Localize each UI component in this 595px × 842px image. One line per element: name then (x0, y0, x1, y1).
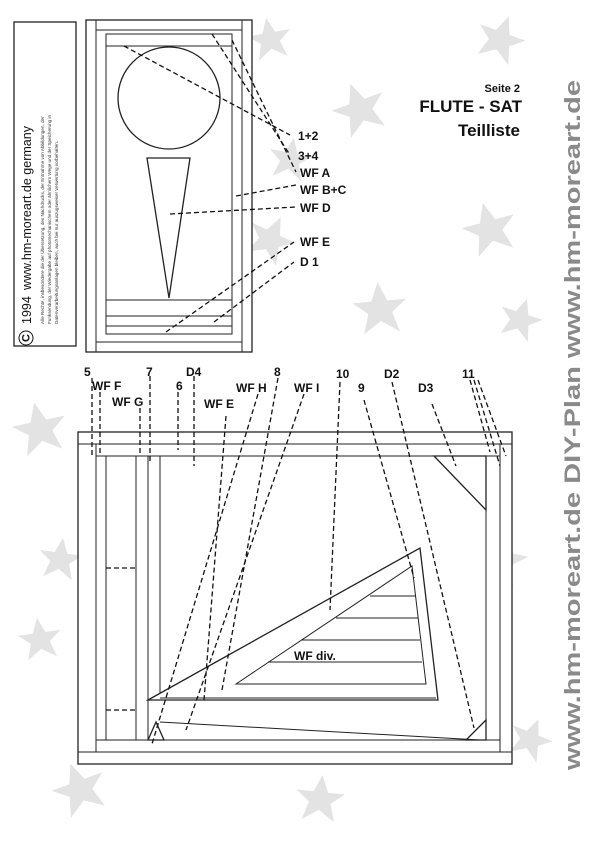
label-wf-div: WF div. (294, 649, 336, 663)
front-view-drawing (86, 20, 347, 352)
side-banner-text: www.hm-moreart.de DIY-Plan www.hm-moreart.de (560, 247, 585, 770)
page-title: FLUTE - SAT (419, 97, 522, 116)
side-banner (560, 80, 585, 771)
page-subtitle: Teilliste (457, 121, 520, 140)
label-7: 7 (146, 365, 153, 379)
label-6: 6 (176, 379, 183, 393)
label-d3: D3 (418, 381, 434, 395)
page-number: Seite 2 (484, 83, 520, 95)
label-d4: D4 (186, 365, 202, 379)
label-wf-i: WF I (294, 381, 320, 395)
label-11: 11 (462, 367, 475, 381)
label-wf-d: WF D (300, 201, 331, 215)
side-outer-panel (78, 432, 512, 764)
label-wf-h: WF H (236, 381, 267, 395)
label-wf-f: WF F (92, 379, 122, 393)
label-d1: D 1 (300, 255, 319, 269)
copyright-box (14, 22, 76, 346)
label-10: 10 (336, 367, 350, 381)
label-d2: D2 (384, 367, 400, 381)
label-wf-b-c: WF B+C (300, 183, 347, 197)
label-wf-e: WF E (300, 235, 330, 249)
copyright-text-line-2: Funksendung, der Wiedergabe auf photomechanischem oder ähnlichem Wege und der Speicherung in (47, 114, 52, 324)
label-1-2: 1+2 (298, 129, 319, 143)
driver-cutout-circle (118, 47, 220, 149)
copyright-symbol: C (20, 334, 33, 342)
label-wf-e-side: WF E (204, 397, 234, 411)
copyright-text-line-1: Alle Rechte, insbesondere die der Übersetzung, des Nachdrucks, der Entnahme von Abbildungen, der (40, 116, 45, 324)
header (419, 83, 522, 140)
side-view-drawing (78, 365, 512, 764)
label-8: 8 (274, 365, 281, 379)
copyright-url: www.hm-moreart.de germany (20, 126, 34, 290)
label-wf-a: WF A (300, 166, 331, 180)
label-9: 9 (358, 381, 365, 395)
copyright-year: 1994 (20, 296, 34, 324)
label-3-4: 3+4 (298, 149, 319, 163)
label-5: 5 (84, 365, 91, 379)
copyright-text-line-3: Datenverarbeitungsanlagen bleiben, auch bei nur auszugsweiser Verwertung vorbehalten. (54, 140, 59, 324)
label-wf-g: WF G (112, 395, 144, 409)
